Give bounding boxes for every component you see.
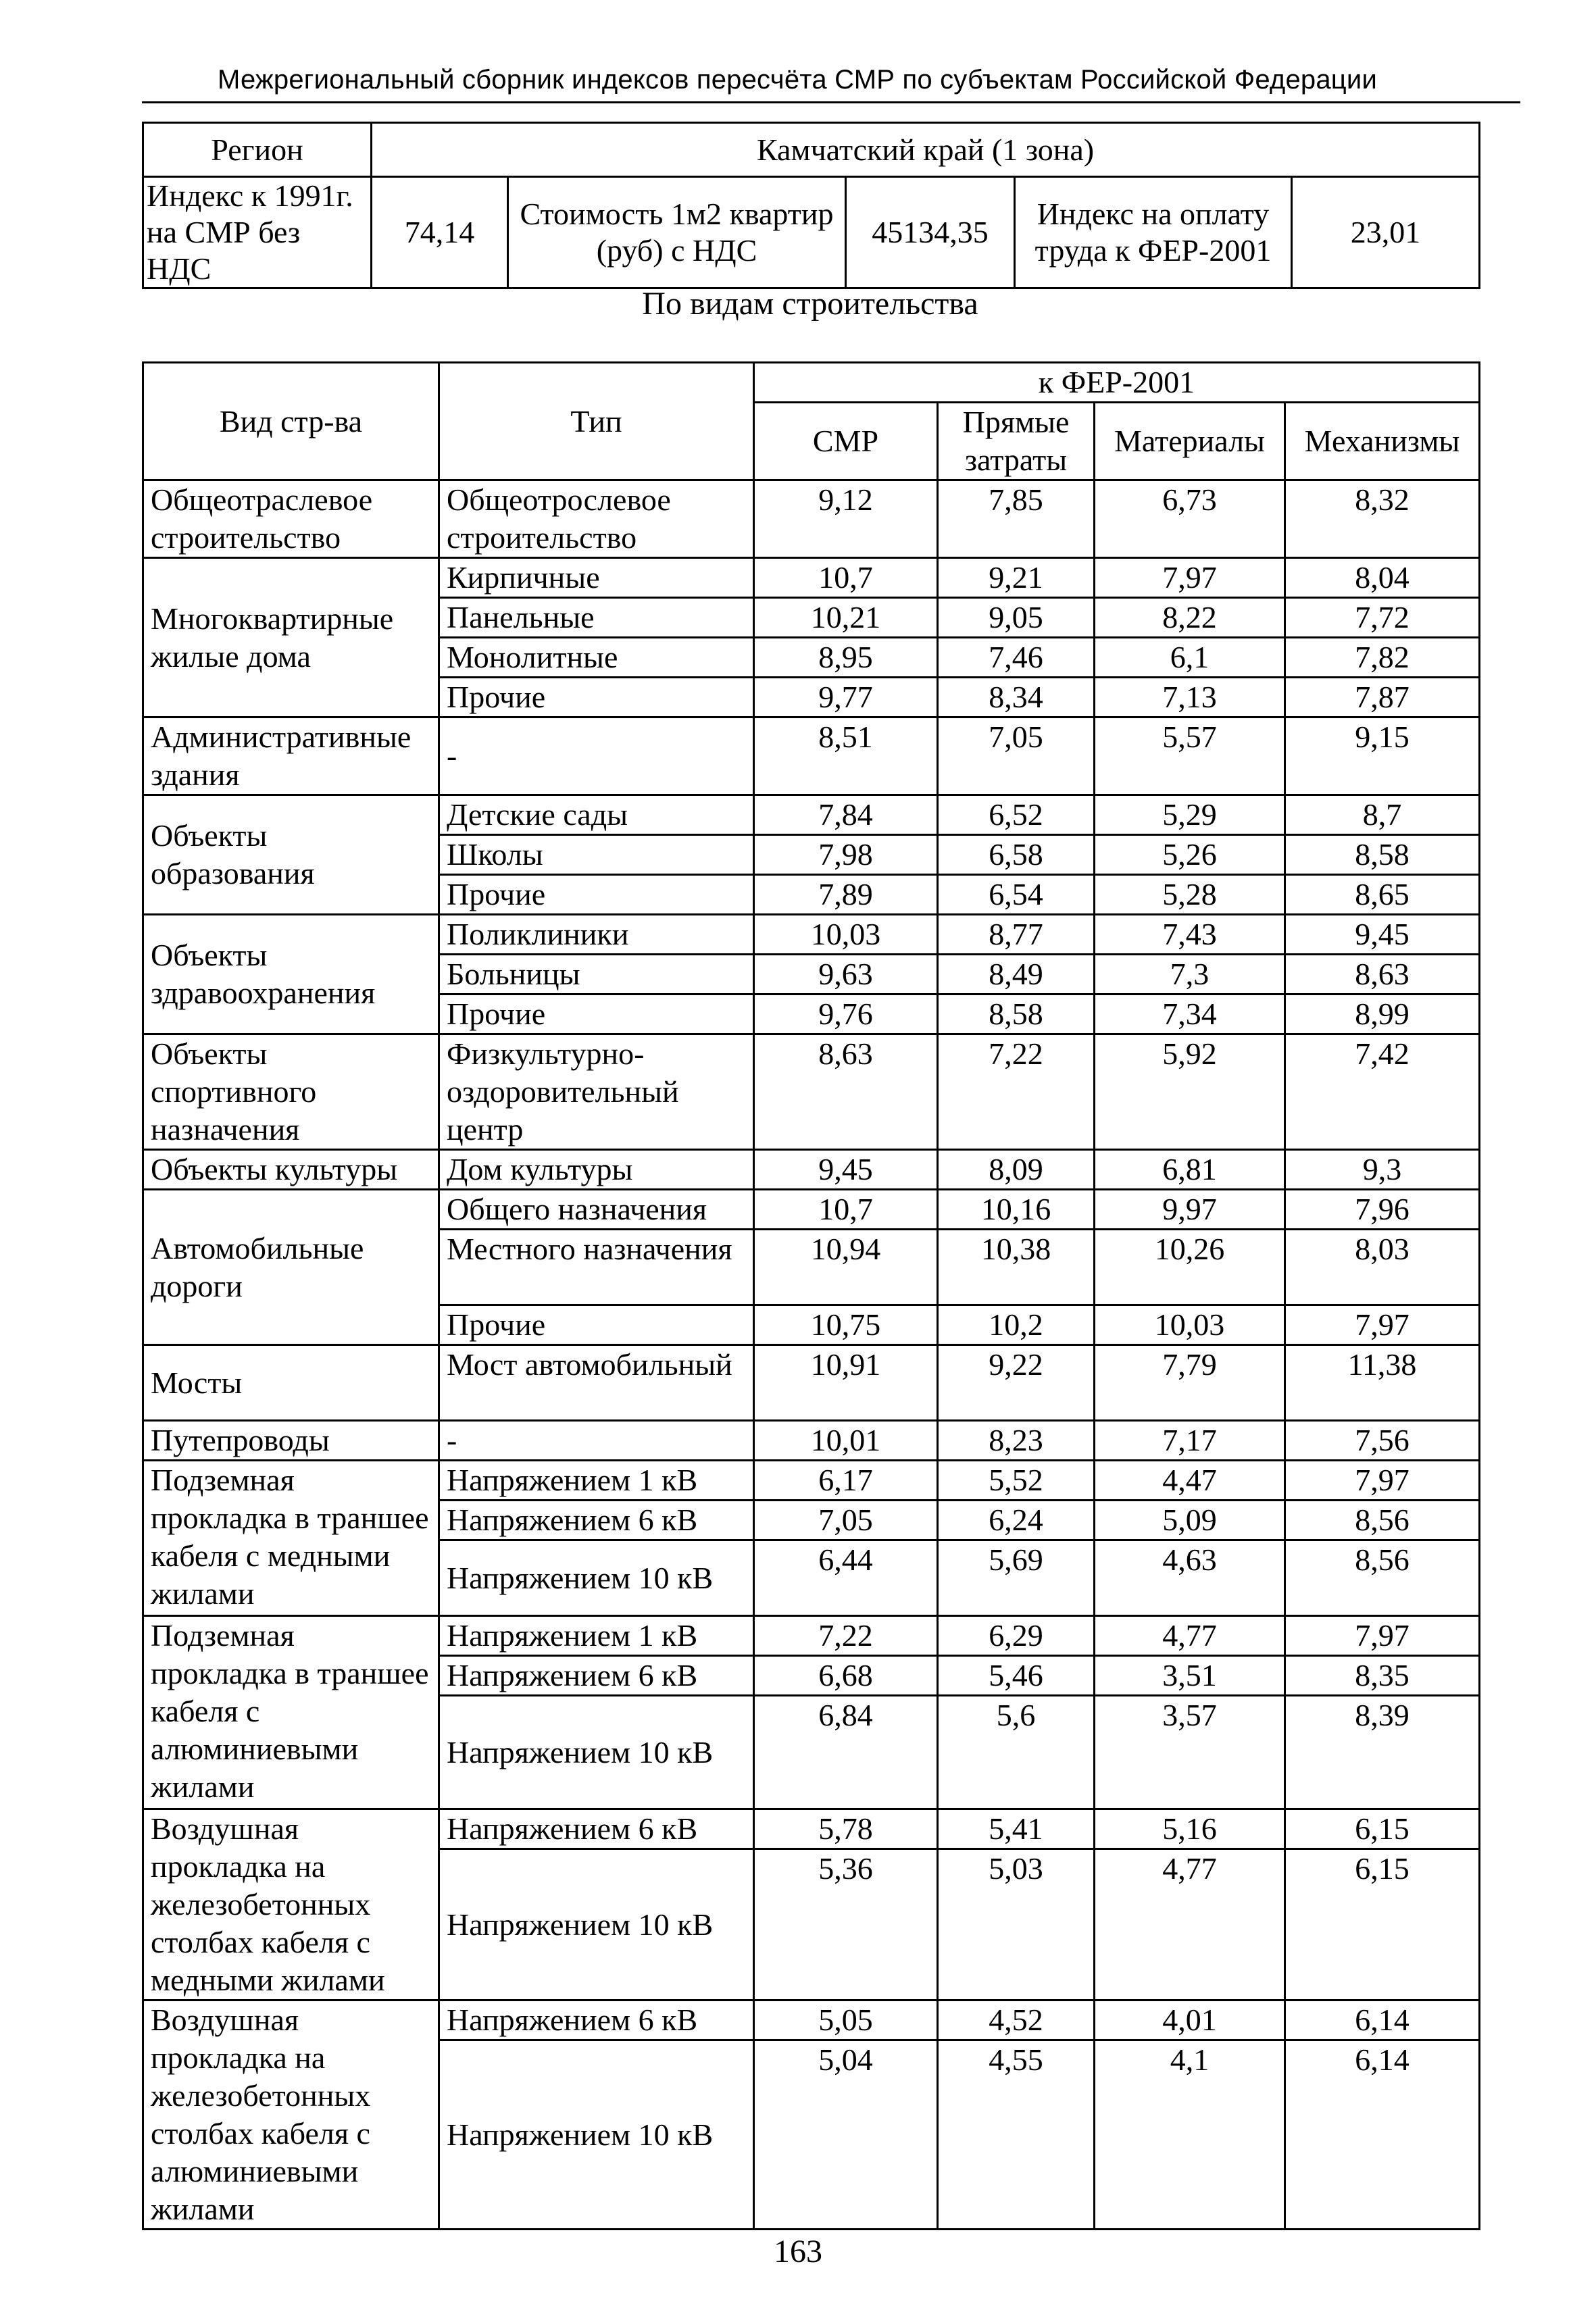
direct-cell: 10,2 — [938, 1305, 1095, 1345]
table-row — [143, 1616, 1480, 1656]
direct-cell: 6,54 — [938, 875, 1095, 915]
smr-cell: 8,51 — [754, 718, 938, 795]
type-cell: Детские сады — [439, 795, 754, 835]
type-cell: Общеотрослевое строительство — [439, 480, 754, 558]
direct-cell: 8,77 — [938, 915, 1095, 955]
materials-cell: 4,63 — [1095, 1540, 1285, 1616]
kind-cell: Автомобильные дороги — [143, 1190, 439, 1345]
type-cell: Напряжением 6 кВ — [439, 2001, 754, 2040]
direct-cell: 7,22 — [938, 1034, 1095, 1150]
direct-cell: 5,46 — [938, 1656, 1095, 1696]
machines-cell: 6,15 — [1285, 1809, 1480, 1849]
type-cell: Школы — [439, 835, 754, 875]
machines-cell: 8,32 — [1285, 480, 1480, 558]
materials-cell: 3,57 — [1095, 1696, 1285, 1809]
materials-cell: 4,1 — [1095, 2040, 1285, 2230]
cost-sqm-value: 45134,35 — [846, 177, 1015, 288]
kind-cell: Подземная прокладка в траншее кабеля с медными жилами — [143, 1461, 439, 1616]
direct-cell: 9,22 — [938, 1345, 1095, 1421]
header-rule — [142, 101, 1520, 103]
smr-cell: 5,36 — [754, 1849, 938, 2001]
table-row — [143, 480, 1480, 558]
smr-cell: 5,05 — [754, 2001, 938, 2040]
machines-cell: 9,45 — [1285, 915, 1480, 955]
table-row — [143, 1421, 1480, 1461]
direct-cell: 9,21 — [938, 558, 1095, 598]
smr-cell: 10,03 — [754, 915, 938, 955]
smr-cell: 9,63 — [754, 955, 938, 995]
region-name: Камчатский край (1 зона) — [372, 123, 1480, 177]
type-cell: Общего назначения — [439, 1190, 754, 1230]
header-direct-costs: Прямые затраты — [938, 403, 1095, 480]
header-kind: Вид стр-ва — [143, 363, 439, 480]
smr-cell: 6,17 — [754, 1461, 938, 1501]
materials-cell: 7,97 — [1095, 558, 1285, 598]
materials-cell: 7,3 — [1095, 955, 1285, 995]
type-cell: Напряжением 6 кВ — [439, 1656, 754, 1696]
wage-index-label: Индекс на оплату труда к ФЕР-2001 — [1015, 177, 1292, 288]
machines-cell: 7,72 — [1285, 598, 1480, 638]
materials-cell: 7,13 — [1095, 678, 1285, 718]
machines-cell: 7,56 — [1285, 1421, 1480, 1461]
type-cell: Напряжением 10 кВ — [439, 2040, 754, 2230]
type-cell: Прочие — [439, 1305, 754, 1345]
header-machines: Механизмы — [1285, 403, 1480, 480]
table-row — [143, 1461, 1480, 1501]
smr-cell: 10,01 — [754, 1421, 938, 1461]
smr-cell: 7,05 — [754, 1501, 938, 1540]
type-cell: Мост автомобильный — [439, 1345, 754, 1421]
materials-cell: 6,1 — [1095, 638, 1285, 678]
kind-cell: Мосты — [143, 1345, 439, 1421]
direct-cell: 8,58 — [938, 995, 1095, 1034]
kind-cell: Административные здания — [143, 718, 439, 795]
direct-cell: 10,38 — [938, 1230, 1095, 1305]
table-row — [143, 558, 1480, 598]
type-cell: Дом культуры — [439, 1150, 754, 1190]
running-header: Межрегиональный сборник индексов пересчёта СМР по субъектам Российской Федерации — [217, 65, 1378, 95]
kind-cell: Воздушная прокладка на железобетонных столбах кабеля с алюминиевыми жилами — [143, 2001, 439, 2230]
index-1991-value: 74,14 — [372, 177, 508, 288]
materials-cell: 7,34 — [1095, 995, 1285, 1034]
type-cell: Прочие — [439, 875, 754, 915]
machines-cell: 6,15 — [1285, 1849, 1480, 2001]
materials-cell: 4,47 — [1095, 1461, 1285, 1501]
machines-cell: 7,82 — [1285, 638, 1480, 678]
table-row — [143, 2001, 1480, 2040]
machines-cell: 8,35 — [1285, 1656, 1480, 1696]
machines-cell: 7,97 — [1285, 1616, 1480, 1656]
materials-cell: 5,16 — [1095, 1809, 1285, 1849]
smr-cell: 8,95 — [754, 638, 938, 678]
machines-cell: 8,04 — [1285, 558, 1480, 598]
smr-cell: 5,04 — [754, 2040, 938, 2230]
direct-cell: 8,09 — [938, 1150, 1095, 1190]
materials-cell: 6,73 — [1095, 480, 1285, 558]
machines-cell: 9,15 — [1285, 718, 1480, 795]
type-cell: Напряжением 10 кВ — [439, 1696, 754, 1809]
materials-cell: 10,26 — [1095, 1230, 1285, 1305]
machines-cell: 9,3 — [1285, 1150, 1480, 1190]
materials-cell: 3,51 — [1095, 1656, 1285, 1696]
kind-cell: Путепроводы — [143, 1421, 439, 1461]
materials-cell: 9,97 — [1095, 1190, 1285, 1230]
smr-cell: 6,84 — [754, 1696, 938, 1809]
type-cell: Панельные — [439, 598, 754, 638]
index-1991-label: Индекс к 1991г. на СМР без НДС — [143, 177, 372, 288]
table-row — [143, 1345, 1480, 1421]
type-cell: - — [439, 718, 754, 795]
materials-cell: 10,03 — [1095, 1305, 1285, 1345]
table-row — [143, 795, 1480, 835]
smr-cell: 8,63 — [754, 1034, 938, 1150]
machines-cell: 8,63 — [1285, 955, 1480, 995]
direct-cell: 8,23 — [938, 1421, 1095, 1461]
header-fer-group: к ФЕР-2001 — [754, 363, 1480, 403]
table-row — [143, 718, 1480, 795]
direct-cell: 5,03 — [938, 1849, 1095, 2001]
machines-cell: 8,03 — [1285, 1230, 1480, 1305]
smr-cell: 10,75 — [754, 1305, 938, 1345]
type-cell: Монолитные — [439, 638, 754, 678]
direct-cell: 4,52 — [938, 2001, 1095, 2040]
type-cell: Физкультурно-оздоровительный центр — [439, 1034, 754, 1150]
smr-cell: 6,44 — [754, 1540, 938, 1616]
materials-cell: 5,29 — [1095, 795, 1285, 835]
materials-cell: 7,43 — [1095, 915, 1285, 955]
direct-cell: 5,52 — [938, 1461, 1095, 1501]
machines-cell: 11,38 — [1285, 1345, 1480, 1421]
kind-cell: Объекты образования — [143, 795, 439, 915]
direct-cell: 6,29 — [938, 1616, 1095, 1656]
materials-cell: 4,77 — [1095, 1849, 1285, 2001]
header-materials: Материалы — [1095, 403, 1285, 480]
direct-cell: 5,69 — [938, 1540, 1095, 1616]
smr-cell: 7,98 — [754, 835, 938, 875]
smr-cell: 7,89 — [754, 875, 938, 915]
direct-cell: 7,05 — [938, 718, 1095, 795]
materials-cell: 4,01 — [1095, 2001, 1285, 2040]
materials-cell: 6,81 — [1095, 1150, 1285, 1190]
section-title: По видам строительства — [642, 286, 978, 322]
kind-cell: Объекты культуры — [143, 1150, 439, 1190]
type-cell: Прочие — [439, 995, 754, 1034]
machines-cell: 6,14 — [1285, 2040, 1480, 2230]
direct-cell: 4,55 — [938, 2040, 1095, 2230]
table-row — [143, 1809, 1480, 1849]
kind-cell: Объекты здравоохранения — [143, 915, 439, 1034]
smr-cell: 9,77 — [754, 678, 938, 718]
smr-cell: 9,12 — [754, 480, 938, 558]
type-cell: Напряжением 6 кВ — [439, 1501, 754, 1540]
machines-cell: 7,42 — [1285, 1034, 1480, 1150]
type-cell: Напряжением 10 кВ — [439, 1540, 754, 1616]
machines-cell: 8,7 — [1285, 795, 1480, 835]
cost-sqm-label: Стоимость 1м2 квартир (руб) с НДС — [508, 177, 846, 288]
direct-cell: 6,52 — [938, 795, 1095, 835]
smr-cell: 9,45 — [754, 1150, 938, 1190]
construction-index-table — [142, 361, 1480, 2230]
materials-cell: 7,79 — [1095, 1345, 1285, 1421]
kind-cell: Многоквартирные жилые дома — [143, 558, 439, 718]
type-cell: Кирпичные — [439, 558, 754, 598]
type-cell: Напряжением 6 кВ — [439, 1809, 754, 1849]
smr-cell: 9,76 — [754, 995, 938, 1034]
machines-cell: 8,56 — [1285, 1501, 1480, 1540]
smr-cell: 10,7 — [754, 558, 938, 598]
header-type: Тип — [439, 363, 754, 480]
materials-cell: 7,17 — [1095, 1421, 1285, 1461]
type-cell: Больницы — [439, 955, 754, 995]
direct-cell: 8,49 — [938, 955, 1095, 995]
page-number: 163 — [774, 2234, 822, 2269]
type-cell: Напряжением 1 кВ — [439, 1461, 754, 1501]
region-summary-table — [142, 122, 1480, 289]
smr-cell: 10,21 — [754, 598, 938, 638]
region-label: Регион — [143, 123, 372, 177]
direct-cell: 5,6 — [938, 1696, 1095, 1809]
direct-cell: 6,24 — [938, 1501, 1095, 1540]
materials-cell: 5,57 — [1095, 718, 1285, 795]
machines-cell: 8,56 — [1285, 1540, 1480, 1616]
table-row — [143, 1190, 1480, 1230]
machines-cell: 8,99 — [1285, 995, 1480, 1034]
smr-cell: 5,78 — [754, 1809, 938, 1849]
header-smr: СМР — [754, 403, 938, 480]
machines-cell: 7,97 — [1285, 1461, 1480, 1501]
table-row — [143, 1150, 1480, 1190]
direct-cell: 6,58 — [938, 835, 1095, 875]
smr-cell: 10,94 — [754, 1230, 938, 1305]
smr-cell: 10,91 — [754, 1345, 938, 1421]
type-cell: Прочие — [439, 678, 754, 718]
machines-cell: 7,97 — [1285, 1305, 1480, 1345]
direct-cell: 8,34 — [938, 678, 1095, 718]
materials-cell: 5,28 — [1095, 875, 1285, 915]
table-row — [143, 915, 1480, 955]
direct-cell: 10,16 — [938, 1190, 1095, 1230]
materials-cell: 5,92 — [1095, 1034, 1285, 1150]
direct-cell: 7,46 — [938, 638, 1095, 678]
kind-cell: Воздушная прокладка на железобетонных столбах кабеля с медными жилами — [143, 1809, 439, 2001]
materials-cell: 4,77 — [1095, 1616, 1285, 1656]
wage-index-value: 23,01 — [1292, 177, 1480, 288]
machines-cell: 8,39 — [1285, 1696, 1480, 1809]
machines-cell: 7,87 — [1285, 678, 1480, 718]
kind-cell: Общеотраслевое строительство — [143, 480, 439, 558]
smr-cell: 6,68 — [754, 1656, 938, 1696]
type-cell: - — [439, 1421, 754, 1461]
materials-cell: 5,09 — [1095, 1501, 1285, 1540]
type-cell: Напряжением 10 кВ — [439, 1849, 754, 2001]
smr-cell: 10,7 — [754, 1190, 938, 1230]
smr-cell: 7,22 — [754, 1616, 938, 1656]
type-cell: Поликлиники — [439, 915, 754, 955]
machines-cell: 6,14 — [1285, 2001, 1480, 2040]
materials-cell: 5,26 — [1095, 835, 1285, 875]
kind-cell: Объекты спортивного назначения — [143, 1034, 439, 1150]
direct-cell: 7,85 — [938, 480, 1095, 558]
machines-cell: 8,58 — [1285, 835, 1480, 875]
materials-cell: 8,22 — [1095, 598, 1285, 638]
type-cell: Местного назначения — [439, 1230, 754, 1305]
smr-cell: 7,84 — [754, 795, 938, 835]
direct-cell: 9,05 — [938, 598, 1095, 638]
kind-cell: Подземная прокладка в траншее кабеля с алюминиевыми жилами — [143, 1616, 439, 1809]
machines-cell: 8,65 — [1285, 875, 1480, 915]
table-row — [143, 1034, 1480, 1150]
direct-cell: 5,41 — [938, 1809, 1095, 1849]
machines-cell: 7,96 — [1285, 1190, 1480, 1230]
type-cell: Напряжением 1 кВ — [439, 1616, 754, 1656]
